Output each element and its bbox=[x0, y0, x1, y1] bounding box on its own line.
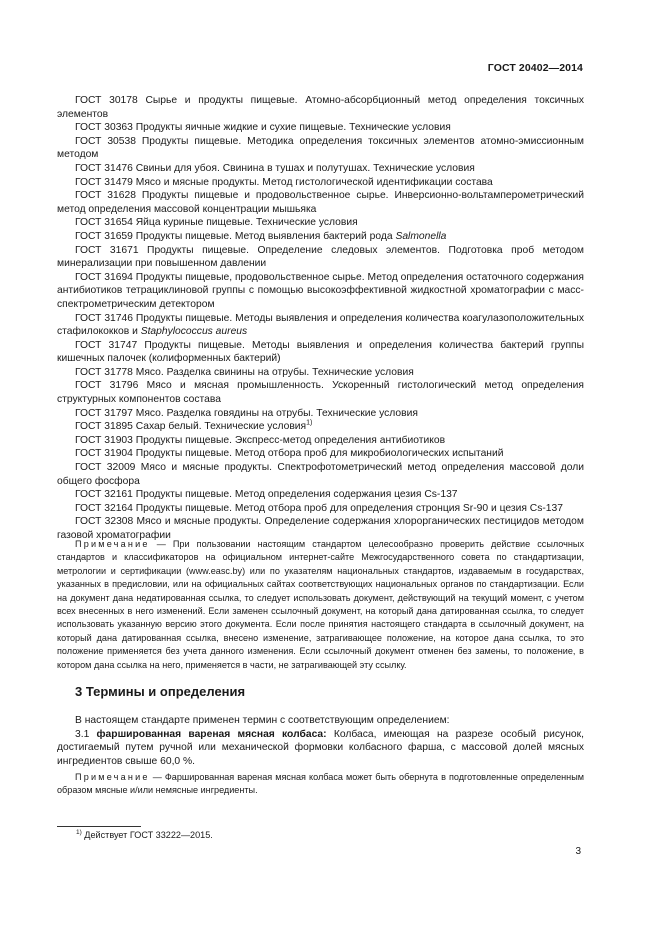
reference-item: ГОСТ 31895 Сахар белый. Технические условия$^{1)}$ bbox=[75, 419, 313, 433]
reference-item: ГОСТ 30538 Продукты пищевые. Методика определения токсичных элементов атомно-эмиссионным методом bbox=[57, 135, 584, 161]
footnote bbox=[76, 830, 213, 840]
reference-item: ГОСТ 31778 Мясо. Разделка свинины на отрубы. Технические условия bbox=[75, 366, 414, 378]
term-definition bbox=[57, 728, 584, 769]
reference-item: ГОСТ 30178 Сырье и продукты пищевые. Атомно-абсорбционный метод определения токсичных элементов bbox=[57, 95, 584, 120]
reference-item: ГОСТ 32009 Мясо и мясные продукты. Спектрофотометрический метод определения массовой доли общего фосфора bbox=[57, 462, 584, 487]
footnote-separator bbox=[57, 826, 141, 827]
section-heading: 3 Термины и определения bbox=[75, 684, 246, 699]
reference-item: ГОСТ 30363 Продукты яичные жидкие и сухие пищевые. Технические условия bbox=[75, 122, 451, 134]
page-number: 3 bbox=[575, 846, 581, 857]
reference-item: ГОСТ 31903 Продукты пищевые. Экспресс-метод определения антибиотиков bbox=[75, 434, 446, 446]
reference-item: ГОСТ 31746 Продукты пищевые. Методы выявления и определения количества коагулазоположительных стафилококков и Staphylococcus aureus bbox=[57, 312, 584, 338]
footnote-marker: 1) bbox=[306, 419, 313, 427]
latin-taxon-name: Salmonella bbox=[395, 230, 447, 242]
term-definition-text: Колбаса, имеющая на разрезе особый рисунок, достигаемый путем ручной или механической формовки колбасного фарша, с массовой долей мясных ингредиентов свыше 60,0 %. bbox=[57, 728, 584, 767]
latin-taxon-name: Staphylococcus aureus bbox=[140, 326, 248, 338]
note-label: Примечание bbox=[75, 539, 150, 549]
section-intro: В настоящем стандарте применен термин с соответствующим определением: bbox=[75, 715, 450, 726]
reference-item: ГОСТ 31904 Продукты пищевые. Метод отбора проб для микробиологических испытаний bbox=[75, 448, 504, 460]
footnote-text: Действует ГОСТ 33222—2015. bbox=[81, 830, 213, 840]
references-note bbox=[57, 538, 584, 672]
reference-item: ГОСТ 32308 Мясо и мясные продукты. Определение содержания хлорорганических пестицидов методом газовой хроматографии bbox=[57, 516, 584, 541]
reference-item: ГОСТ 32161 Продукты пищевые. Метод определения содержания цезия Cs-137 bbox=[75, 489, 458, 501]
reference-item: ГОСТ 31476 Свиньи для убоя. Свинина в тушах и полутушах. Технические условия bbox=[75, 162, 475, 174]
note-text: — Фаршированная вареная мясная колбаса может быть обернута в подготовленные определенным образом мясные и/или немясные ингредиенты. bbox=[57, 772, 584, 796]
term-number: 3.1 bbox=[75, 728, 97, 740]
footnote-mark: 1) bbox=[76, 828, 82, 836]
reference-item: ГОСТ 31796 Мясо и мясная промышленность. Ускоренный гистологический метод определения структурных компонентов состава bbox=[57, 380, 584, 406]
reference-item: ГОСТ 31654 Яйца куриные пищевые. Технические условия bbox=[75, 217, 358, 229]
reference-item: ГОСТ 31747 Продукты пищевые. Методы выявления и определения количества бактерий группы кишечных палочек (колиформенных бактерий) bbox=[57, 339, 584, 365]
term-note bbox=[57, 771, 584, 798]
term-name: фаршированная вареная мясная колбаса: bbox=[96, 728, 327, 740]
document-code-header: ГОСТ 20402—2014 bbox=[487, 62, 583, 74]
reference-item: ГОСТ 31797 Мясо. Разделка говядины на отрубы. Технические условия bbox=[75, 407, 418, 419]
reference-item: ГОСТ 32164 Продукты пищевые. Метод отбора проб для определения стронция Sr-90 и цезия Cs-137 bbox=[75, 502, 563, 514]
reference-item: ГОСТ 31628 Продукты пищевые и продовольственное сырье. Инверсионно-вольтамперометрический метод определения массовой концентрации мышьяка bbox=[57, 190, 584, 215]
reference-item: ГОСТ 31659 Продукты пищевые. Метод выявления бактерий рода Salmonella bbox=[75, 230, 447, 242]
normative-references-list bbox=[57, 94, 584, 543]
section-body bbox=[57, 714, 584, 768]
note-text: — При пользовании настоящим стандартом целесообразно проверить действие ссылочных стандартов и классификаторов на официальном интернет-сайте Межгосударственного совета по стандартизации, метрологии и сертификации (www.easc.by) или по указателям национальных стандартов, издаваемым в государствах, указанных в предисловии, или на официальных сайтах соответствующих национальных органов по стандартизации. Если на документ дана недатированная ссылка, то следует использовать документ, действующий на текущий момент, с учетом всех внесенных в него изменений. Если заменен ссылочный документ, на который дана датированная ссылка, то следует использовать указанную версию этого документа. Если после принятия настоящего стандарта в ссылочный документ, на который дана датированная ссылка, внесено изменение, затрагивающее положение, на которое дана ссылка, то это положение применяется без учета данного изменения. Если ссылочный документ отменен без замены, то положение, в котором дана ссылка на него, применяется в части, не затрагивающей эту ссылку. bbox=[57, 539, 584, 670]
reference-item: ГОСТ 31479 Мясо и мясные продукты. Метод гистологической идентификации состава bbox=[75, 176, 493, 188]
reference-item: ГОСТ 31694 Продукты пищевые, продовольственное сырье. Метод определения остаточного содержания антибиотиков тетрациклиновой группы с помощью высокоэффективной жидкостной хроматографии с масс-спектрометрическим детектором bbox=[57, 271, 584, 310]
note-label: Примечание bbox=[75, 772, 150, 782]
reference-item: ГОСТ 31671 Продукты пищевые. Определение следовых элементов. Подготовка проб методом минерализации при повышенном давлении bbox=[57, 244, 584, 270]
